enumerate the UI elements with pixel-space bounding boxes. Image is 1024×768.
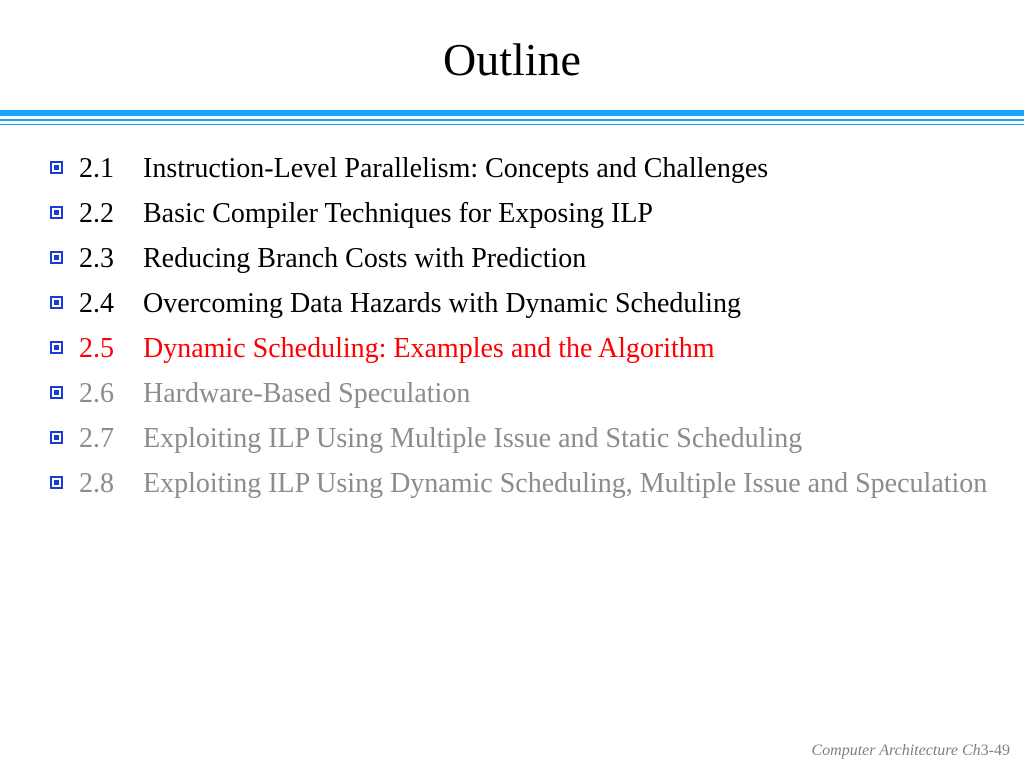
section-title: Basic Compiler Techniques for Exposing ILP	[143, 198, 654, 229]
outline-item-current	[50, 330, 990, 367]
slide-title: Outline	[443, 34, 581, 85]
section-title: Instruction-Level Parallelism: Concepts and Challenges	[143, 153, 769, 184]
outline-item	[50, 285, 990, 322]
outline-item	[50, 195, 990, 232]
section-title: Reducing Branch Costs with Prediction	[143, 243, 587, 274]
section-number: 2.1	[79, 153, 114, 184]
square-bullet-icon	[50, 431, 63, 444]
section-number: 2.2	[79, 198, 114, 229]
square-bullet-icon	[50, 161, 63, 174]
section-title: Exploiting ILP Using Multiple Issue and Static Scheduling	[143, 423, 803, 454]
section-number: 2.7	[79, 423, 114, 454]
section-title: Hardware-Based Speculation	[143, 378, 471, 409]
outline-list	[50, 150, 990, 510]
outline-item	[50, 375, 990, 412]
section-number: 2.3	[79, 243, 114, 274]
square-bullet-icon	[50, 386, 63, 399]
section-number: 2.8	[79, 468, 114, 499]
square-bullet-icon	[50, 206, 63, 219]
square-bullet-icon	[50, 251, 63, 264]
section-title: Exploiting ILP Using Dynamic Scheduling, Multiple Issue and Speculation	[143, 468, 988, 499]
square-bullet-icon	[50, 296, 63, 309]
outline-item	[50, 240, 990, 277]
outline-item	[50, 150, 990, 187]
outline-item	[50, 420, 990, 457]
section-number: 2.5	[79, 333, 114, 364]
outline-item	[50, 465, 990, 502]
section-number: 2.6	[79, 378, 114, 409]
square-bullet-icon	[50, 341, 63, 354]
title-divider-hairline	[0, 124, 1024, 125]
footer-page-number: 3-49	[980, 742, 1010, 759]
square-bullet-icon	[50, 476, 63, 489]
slide-footer	[812, 742, 1011, 760]
title-divider-thick	[0, 110, 1024, 116]
footer-course: Computer Architecture Ch	[811, 742, 981, 759]
section-title: Overcoming Data Hazards with Dynamic Scheduling	[143, 288, 741, 319]
section-number: 2.4	[79, 288, 114, 319]
title-divider-thin	[0, 119, 1024, 121]
section-title: Dynamic Scheduling: Examples and the Algorithm	[143, 333, 715, 364]
